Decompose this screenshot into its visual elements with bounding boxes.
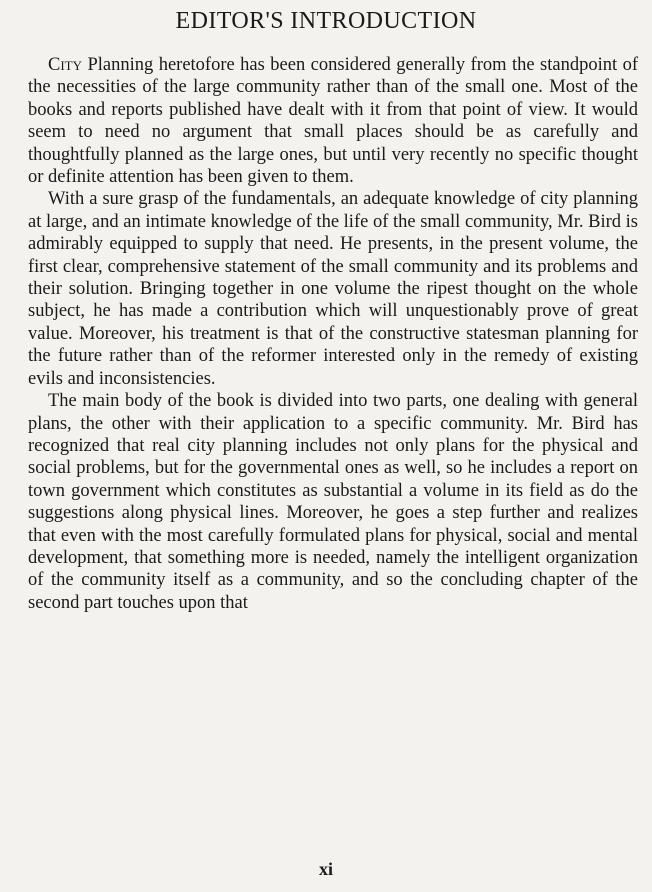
paragraph-1-text: Planning heretofore has been considered generally from the standpoint of the necessities of the large community rather than of the small one. Most of the books and reports published have dealt with it from that point of view. It would seem to need no argument that small places should be as carefully and thoughtfully planned as the large ones, but until very recently no specific thought or definite attention has been given to them. (28, 55, 638, 188)
body-text (28, 54, 638, 614)
paragraph-1-lead: City (48, 55, 82, 75)
page-title: EDITOR'S INTRODUCTION (175, 8, 477, 34)
paragraph-3: The main body of the book is divided into two parts, one dealing with general plans, the other with their application to a specific community. Mr. Bird has recognized that real city planning includes not only plans for the physical and social problems, but for the governmental ones as well, so he includes a report on town government which constitutes as substantial a volume in its field as do the suggestions along physical lines. Moreover, he goes a step further and realizes that even with the most carefully formulated plans for physical, social and mental development, that something more is needed, namely the intelligent organization of the community itself as a community, and so the concluding chapter of the second part touches upon that (28, 391, 638, 613)
paragraph-2: With a sure grasp of the fundamentals, an adequate knowledge of city planning at large, and an intimate knowledge of the life of the small community, Mr. Bird is admirably equipped to supply that need. He presents, in the present volume, the first clear, comprehensive statement of the small community and its problems and their solution. Bringing together in one volume the ripest thought on the whole subject, he has made a contribution which will unquestionably prove of great value. Moreover, his treatment is that of the constructive statesman planning for the future rather than of the reformer interested only in the remedy of existing evils and inconsistencies. (28, 189, 638, 389)
page-number: xi (318, 859, 333, 879)
paragraph-1 (28, 54, 638, 188)
